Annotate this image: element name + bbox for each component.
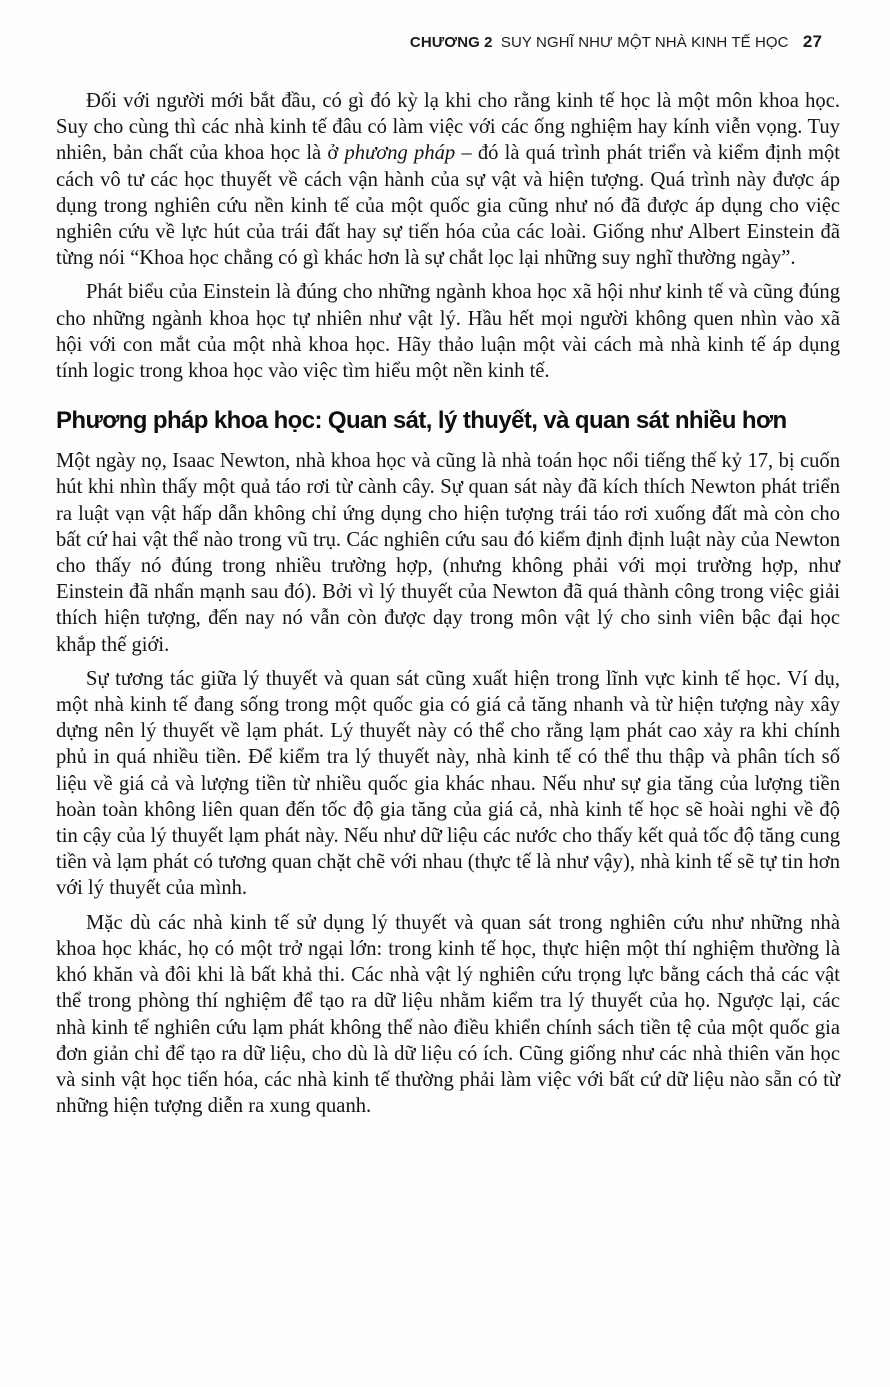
- paragraph-1-end: – đó là quá trình phát triển và kiểm định một cách vô tư các học thuyết về cách vận hành của sự vật và hiện tượng. Quá trình này được áp dụng trong nghiên cứu nền kinh tế của một quốc gia cũng như nó đã được áp dụng cho việc nghiên cứu về lực hút của trái đất hay sự tiến hóa của các loài. Giống như Albert Einstein đã từng nói “Khoa học chẳng có gì khác hơn là sự chắt lọc lại những suy nghĩ thường ngày”.: [56, 142, 840, 270]
- paragraph-4: Sự tương tác giữa lý thuyết và quan sát cũng xuất hiện trong lĩnh vực kinh tế học. Ví dụ, một nhà kinh tế đang sống trong một quốc gia có giá cả tăng nhanh và từ hiện tượng này xây dựng nên lý thuyết về lạm phát. Lý thuyết này có thể cho rằng lạm phát cao xảy ra khi chính phủ in quá nhiều tiền. Để kiểm tra lý thuyết này, nhà kinh tế có thể thu thập và phân tích số liệu về giá cả và lượng tiền từ nhiều quốc gia khác nhau. Nếu như sự gia tăng của lượng tiền hoàn toàn không liên quan đến tốc độ gia tăng của giá cả, nhà kinh tế học sẽ hoài nghi về độ tin cậy của lý thuyết lạm phát này. Nếu như dữ liệu các nước cho thấy kết quả tốc độ tăng cung tiền và lạm phát có tương quan chặt chẽ với nhau (thực tế là như vậy), nhà kinh tế sẽ tự tin hơn với lý thuyết của mình.: [56, 667, 840, 900]
- paragraph-2: Phát biểu của Einstein là đúng cho những ngành khoa học xã hội như kinh tế và cũng đúng cho những ngành khoa học tự nhiên như vật lý. Hầu hết mọi người không quen nhìn vào xã hội với con mắt của một nhà khoa học. Hãy thảo luận một vài cách mà nhà kinh tế áp dụng tính logic trong khoa học vào việc tìm hiểu một nền kinh tế.: [56, 281, 840, 383]
- paragraph-1-italic: phương pháp: [344, 142, 456, 165]
- running-header: [410, 32, 822, 52]
- section-heading: Phương pháp khoa học: Quan sát, lý thuyết, và quan sát nhiều hơn: [56, 407, 787, 435]
- body-text: [56, 88, 840, 1127]
- paragraph-5: Mặc dù các nhà kinh tế sử dụng lý thuyết và quan sát trong nghiên cứu như những nhà khoa học khác, họ có một trở ngại lớn: trong kinh tế học, thực hiện một thí nghiệm thường là khó khăn và đôi khi là bất khả thi. Các nhà vật lý nghiên cứu trọng lực bằng cách thả các vật thể trong phòng thí nghiệm để tạo ra dữ liệu nhằm kiểm tra lý thuyết của họ. Ngược lại, các nhà kinh tế nghiên cứu lạm phát không thể nào điều khiển chính sách tiền tệ của một quốc gia đơn giản chỉ để tạo ra dữ liệu, cho dù là dữ liệu có ích. Cũng giống như các nhà thiên văn học và sinh vật học tiến hóa, các nhà kinh tế thường phải làm việc với bất cứ dữ liệu nào sẵn có từ những hiện tượng diễn ra xung quanh.: [56, 911, 840, 1118]
- chapter-title: SUY NGHĨ NHƯ MỘT NHÀ KINH TẾ HỌC: [500, 34, 789, 51]
- paragraph-1: [56, 88, 840, 271]
- page-number: 27: [802, 32, 822, 51]
- chapter-label: CHƯƠNG 2: [409, 34, 493, 51]
- paragraph-1-start: Đối với người mới bắt đầu, có gì đó kỳ lạ khi cho rằng kinh tế học là một môn khoa học. Suy cho cùng thì các nhà kinh tế đâu có làm việc với các ống nghiệm hay kính viễn vọng. Tuy nhiên, bản chất của khoa học là ở: [56, 90, 840, 165]
- paragraph-3: Một ngày nọ, Isaac Newton, nhà khoa học và cũng là nhà toán học nổi tiếng thế kỷ 17, bị cuốn hút khi nhìn thấy một quả táo rơi từ cành cây. Sự quan sát này đã kích thích Newton phát triển ra luật vạn vật hấp dẫn không chỉ ứng dụng cho hiện tượng trái táo rơi xuống đất mà còn cho bất cứ hai vật thể nào trong vũ trụ. Các nghiên cứu sau đó kiểm định định luật này của Newton cho thấy nó đúng trong nhiều trường hợp, (nhưng không phải với mọi trường hợp, như Einstein đã nhấn mạnh sau đó). Bởi vì lý thuyết của Newton đã quá thành công trong việc giải thích hiện tượng, đến nay nó vẫn còn được dạy trong môn vật lý cho sinh viên bậc đại học khắp thế giới.: [56, 450, 840, 656]
